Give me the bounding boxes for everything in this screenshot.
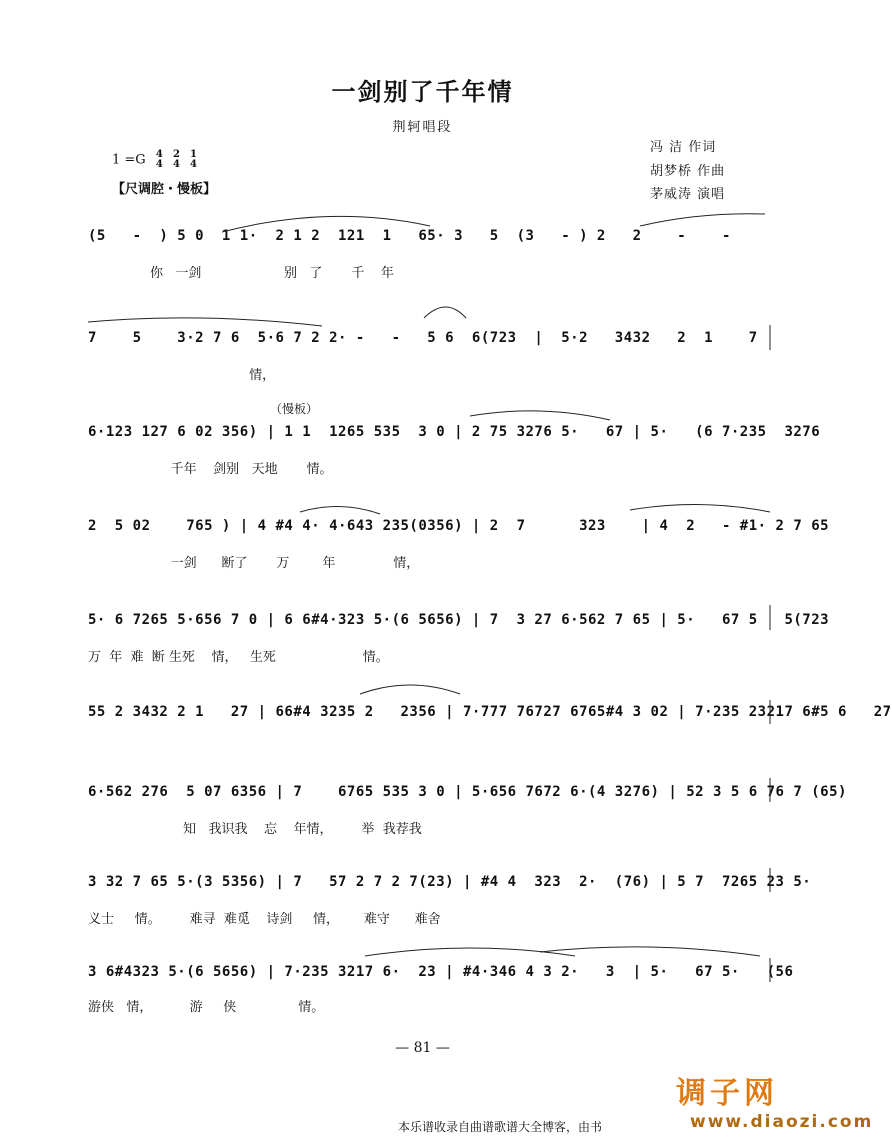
watermark-url: www.diaozi.com bbox=[690, 1112, 874, 1132]
lyrics-line-8: 义士 情。 难寻 难觅 诗剑 情， 难守 难舍 bbox=[88, 912, 441, 927]
lyrics-line-4: 一剑 断了 万 年 情， bbox=[88, 556, 420, 571]
slur-arc bbox=[222, 216, 430, 232]
notation-line-9: 3 6#4323 5·(6 5656) | 7·235 3217 6· 23 | #4·346 4 3 2· 3 | 5· 67 5· (56 bbox=[88, 964, 794, 980]
notation-line-5: 5· 6 7265 5·656 7 0 | 6 6#4·323 5·(6 5656) | 7 3 27 6·562 7 65 | 5· 67 5 5(723 bbox=[88, 612, 830, 628]
footer-note: 本乐谱收录自曲谱歌谱大全博客，由书 bbox=[398, 1120, 603, 1134]
time-signature-1-4: 1 4 bbox=[190, 149, 198, 170]
notation-line-7: 6·562 276 5 07 6356 | 7 6765 535 3 0 | 5·656 7672 6·(4 3276) | 52 3 5 6 76 7 (65) bbox=[88, 784, 847, 800]
notation-line-4: 2 5 02 765 ) | 4 #4 4· 4·643 235(0356) | 2 7 323 | 4 2 - #1· 2 7 65 bbox=[88, 518, 830, 534]
slur-arc bbox=[640, 214, 765, 226]
slur-arc bbox=[470, 411, 610, 420]
lyrics-line-7: 知 我识我 忘 年情， 举 我荐我 bbox=[88, 822, 422, 837]
notation-line-2: 7 5 3·2 7 6 5·6 7 2 2· - - 5 6 6(723 | 5·2 3432 2 1 7 bbox=[88, 330, 758, 346]
key-label: 1 =G bbox=[112, 152, 146, 168]
lyrics-line-5: 万 年 难 断 生死 情， 生死 情。 bbox=[88, 650, 389, 665]
slur-arc bbox=[424, 307, 466, 318]
lyrics-line-3: 千年 剑别 天地 情。 bbox=[88, 462, 333, 477]
slur-arc bbox=[540, 947, 760, 956]
page-number: — 81 — bbox=[395, 1040, 450, 1056]
time-signature-2-4: 2 4 bbox=[172, 149, 180, 170]
slur-arc bbox=[300, 506, 380, 514]
lyrics-line-2: 情， bbox=[88, 368, 276, 383]
mode-label: 【尺调腔・慢板】 bbox=[112, 182, 217, 197]
slur-arc bbox=[630, 504, 770, 512]
lyrics-line-1: 你 一剑 别 了 千 年 bbox=[88, 266, 394, 281]
notation-line-8: 3 32 7 65 5·(3 5356) | 7 57 2 7 2 7(23) | #4 4 323 2· (76) | 5 7 7265 23 5· bbox=[88, 874, 812, 890]
credit-lyricist: 冯 洁 作词 bbox=[650, 140, 717, 155]
notation-line-6: 55 2 3432 2 1 27 | 66#4 3235 2 2356 | 7·777 76727 6765#4 3 02 | 7·235 23217 6#5 6 27 bbox=[88, 704, 892, 720]
slur-arc bbox=[88, 318, 322, 326]
credit-singer: 茅威涛 演唱 bbox=[650, 187, 726, 202]
notation-line-1: (5 - ) 5 0 1 1· 2 1 2 121 1 65· 3 5 (3 - ) 2 2 - - bbox=[88, 228, 731, 244]
credit-composer: 胡梦桥 作曲 bbox=[650, 164, 726, 179]
song-subtitle: 荆轲唱段 bbox=[392, 120, 453, 135]
lyrics-line-9: 游侠 情， 游 侠 情。 bbox=[88, 1000, 325, 1015]
song-title: 一剑别了千年情 bbox=[331, 78, 514, 106]
time-signature-4-4: 4 4 bbox=[155, 149, 163, 170]
notation-line-3: 6·123 127 6 02 356) | 1 1 1265 535 3 0 | 2 75 3276 5· 67 | 5· (6 7·235 3276 bbox=[88, 424, 821, 440]
slur-arc bbox=[360, 685, 460, 694]
tempo-mark: （慢板） bbox=[270, 402, 319, 416]
watermark-logo: 调子网 bbox=[676, 1076, 778, 1111]
